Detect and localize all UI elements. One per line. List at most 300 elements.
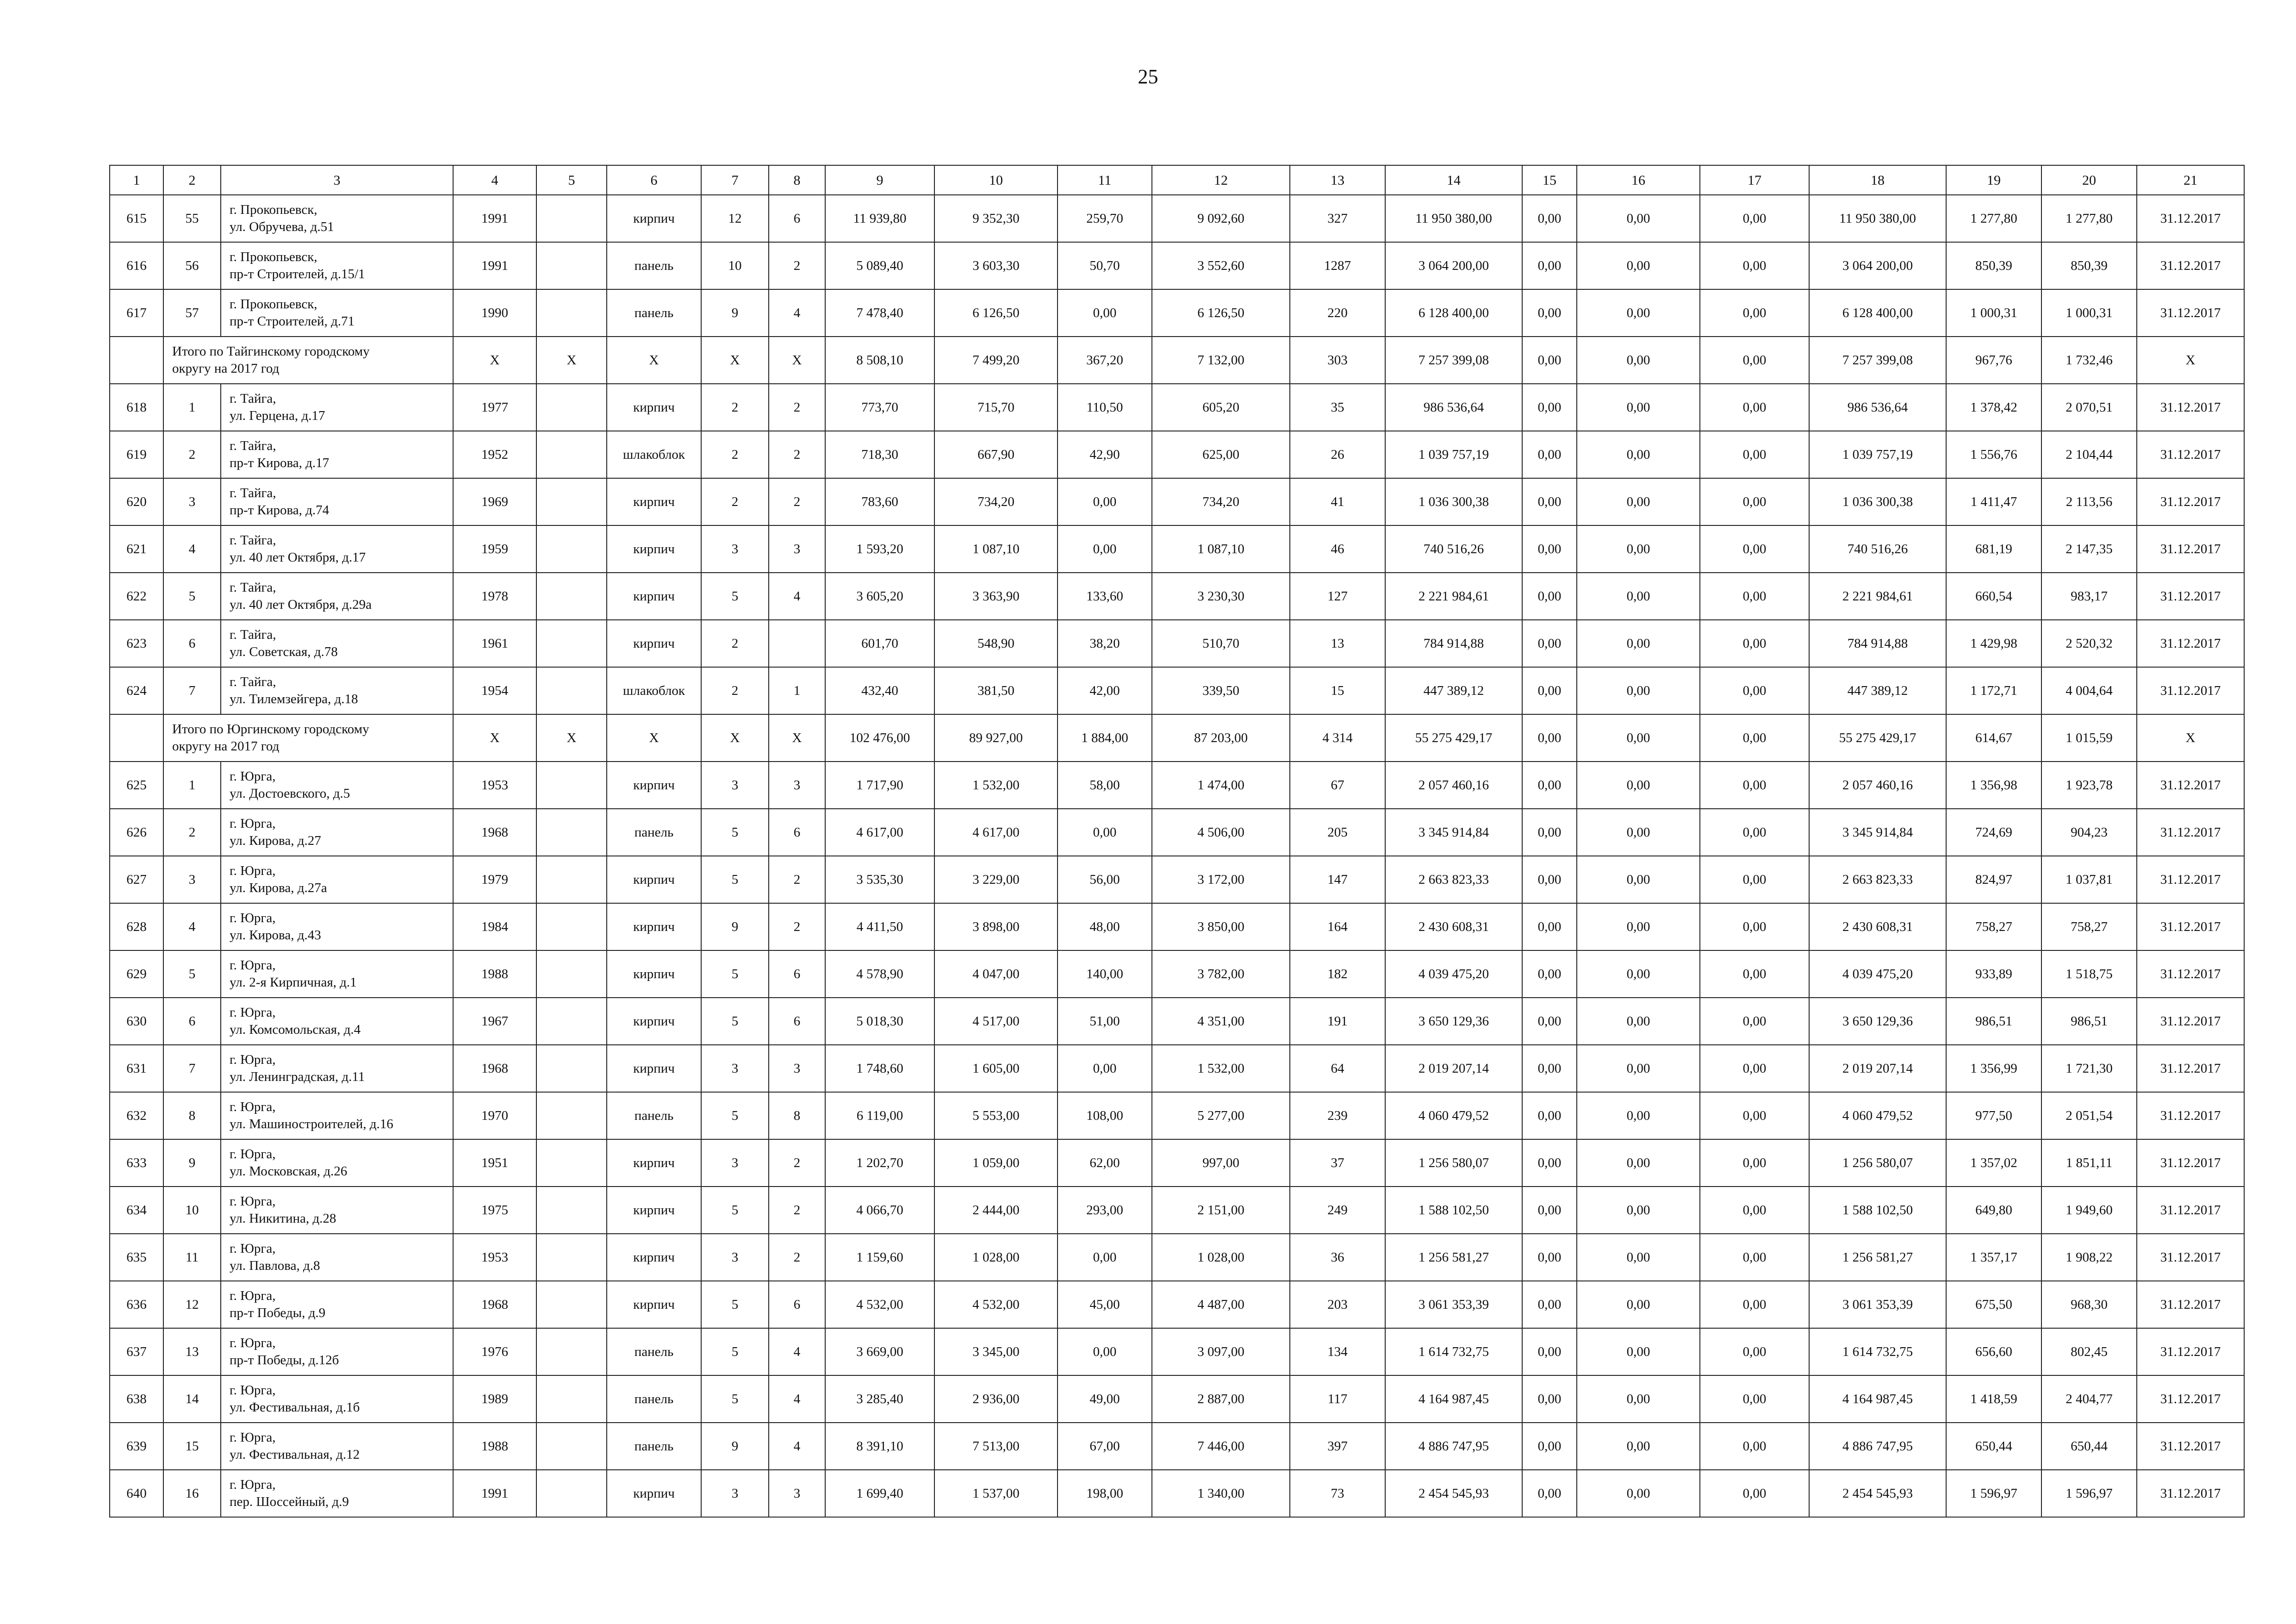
address-line-2: ул. Комсомольская, д.4 [230,1022,361,1037]
local-number: 55 [163,195,221,242]
address-line-1: г. Юрга, [230,1194,276,1209]
page-number: 25 [1138,65,1158,88]
cell-col-6: кирпич [607,1045,701,1092]
cell-col-18: 3 345 914,84 [1809,809,1946,856]
cell-col-20: 1 015,59 [2041,714,2137,762]
row-number: 619 [110,431,163,478]
cell-col-4: 1959 [453,525,536,573]
cell-col-10: 1 028,00 [934,1234,1058,1281]
cell-col-13: 249 [1290,1187,1385,1234]
row-number: 634 [110,1187,163,1234]
cell-col-7: Х [701,714,769,762]
cell-col-16: 0,00 [1577,525,1700,573]
cell-col-16: 0,00 [1577,1092,1700,1139]
cell-col-21: 31.12.2017 [2137,1187,2244,1234]
cell-col-12: 605,20 [1152,384,1290,431]
cell-col-8: 2 [769,431,825,478]
cell-col-6: панель [607,1375,701,1423]
cell-col-12: 6 126,50 [1152,289,1290,337]
cell-col-10: 1 059,00 [934,1139,1058,1187]
local-number: 5 [163,573,221,620]
cell-col-7: 2 [701,431,769,478]
cell-col-17: 0,00 [1700,1423,1809,1470]
cell-col-17: 0,00 [1700,242,1809,289]
cell-col-8: 3 [769,525,825,573]
row-number: 633 [110,1139,163,1187]
cell-col-18: 6 128 400,00 [1809,289,1946,337]
cell-col-21: 31.12.2017 [2137,478,2244,525]
cell-col-18: 2 663 823,33 [1809,856,1946,903]
local-number: 7 [163,1045,221,1092]
cell-col-7: 5 [701,1187,769,1234]
cell-col-18: 447 389,12 [1809,667,1946,714]
address-line-1: г. Юрга, [230,911,276,925]
cell-col-19: 758,27 [1946,903,2041,950]
table-row [110,478,2244,525]
cell-col-10: 1 537,00 [934,1470,1058,1517]
cell-col-11: 56,00 [1058,856,1152,903]
cell-col-4: Х [453,714,536,762]
cell-col-11: 49,00 [1058,1375,1152,1423]
address-cell [221,809,453,856]
cell-col-13: 15 [1290,667,1385,714]
cell-col-18: 7 257 399,08 [1809,337,1946,384]
cell-col-12: 1 028,00 [1152,1234,1290,1281]
subtotal-label-line-1: Итого по Юргинскому городскому [172,722,369,737]
cell-col-4: 1976 [453,1328,536,1375]
cell-col-14: 3 345 914,84 [1385,809,1522,856]
cell-col-14: 1 039 757,19 [1385,431,1522,478]
cell-col-14: 1 036 300,38 [1385,478,1522,525]
cell-col-20: 1 732,46 [2041,337,2137,384]
cell-col-11: 259,70 [1058,195,1152,242]
cell-col-20: 1 908,22 [2041,1234,2137,1281]
cell-col-17: 0,00 [1700,856,1809,903]
address-line-1: г. Тайга, [230,627,276,642]
table-row [110,1328,2244,1375]
address-cell [221,1045,453,1092]
address-line-2: пр-т Победы, д.12б [230,1353,339,1368]
cell-col-14: 4 164 987,45 [1385,1375,1522,1423]
cell-col-18: 2 019 207,14 [1809,1045,1946,1092]
cell-col-4: 1979 [453,856,536,903]
address-cell [221,1281,453,1328]
cell-col-8: 4 [769,289,825,337]
row-number: 639 [110,1423,163,1470]
cell-col-11: 198,00 [1058,1470,1152,1517]
cell-col-5: Х [536,337,607,384]
cell-col-4: 1969 [453,478,536,525]
cell-col-4: 1975 [453,1187,536,1234]
cell-col-17: 0,00 [1700,714,1809,762]
cell-col-11: 110,50 [1058,384,1152,431]
housing-register-table [109,165,2245,1518]
cell-col-13: 4 314 [1290,714,1385,762]
cell-col-18: 3 064 200,00 [1809,242,1946,289]
address-line-2: ул. Московская, д.26 [230,1164,348,1179]
cell-col-13: 1287 [1290,242,1385,289]
cell-col-5 [536,431,607,478]
table-row [110,1234,2244,1281]
cell-col-17: 0,00 [1700,1328,1809,1375]
address-cell [221,620,453,667]
cell-col-17: 0,00 [1700,1187,1809,1234]
cell-col-21: 31.12.2017 [2137,431,2244,478]
cell-col-11: 38,20 [1058,620,1152,667]
local-number: 3 [163,856,221,903]
cell-col-5 [536,242,607,289]
column-number-20: 20 [2041,165,2137,195]
cell-col-19: 1 356,99 [1946,1045,2041,1092]
cell-col-5: Х [536,714,607,762]
address-line-1: г. Прокопьевск, [230,297,317,312]
cell-col-14: 1 588 102,50 [1385,1187,1522,1234]
cell-col-14: 740 516,26 [1385,525,1522,573]
cell-col-11: 1 884,00 [1058,714,1152,762]
address-cell [221,1092,453,1139]
local-number: 2 [163,809,221,856]
cell-col-16: 0,00 [1577,1139,1700,1187]
cell-col-6: кирпич [607,903,701,950]
cell-col-15: 0,00 [1522,1423,1577,1470]
cell-col-11: 50,70 [1058,242,1152,289]
address-line-1: г. Тайга, [230,391,276,406]
cell-col-9: 5 089,40 [825,242,934,289]
table-row [110,1375,2244,1423]
table-row [110,195,2244,242]
cell-col-7: 5 [701,1281,769,1328]
cell-col-6: кирпич [607,1234,701,1281]
cell-col-21: 31.12.2017 [2137,1234,2244,1281]
cell-col-4: 1988 [453,1423,536,1470]
cell-col-4: 1970 [453,1092,536,1139]
cell-col-6: кирпич [607,1187,701,1234]
cell-col-15: 0,00 [1522,1328,1577,1375]
cell-col-18: 11 950 380,00 [1809,195,1946,242]
cell-col-16: 0,00 [1577,573,1700,620]
cell-col-20: 4 004,64 [2041,667,2137,714]
subtotal-label-line-2: округу на 2017 год [172,739,280,754]
cell-col-9: 773,70 [825,384,934,431]
cell-col-10: 6 126,50 [934,289,1058,337]
local-number: 5 [163,950,221,998]
cell-col-16: 0,00 [1577,950,1700,998]
cell-col-5 [536,1281,607,1328]
cell-col-6: кирпич [607,525,701,573]
cell-col-17: 0,00 [1700,998,1809,1045]
cell-col-6: кирпич [607,1281,701,1328]
cell-col-19: 1 411,47 [1946,478,2041,525]
cell-col-13: 127 [1290,573,1385,620]
row-number: 632 [110,1092,163,1139]
cell-col-8: 2 [769,1234,825,1281]
row-number: 617 [110,289,163,337]
column-number-3: 3 [221,165,453,195]
cell-col-20: 2 147,35 [2041,525,2137,573]
cell-col-16: 0,00 [1577,289,1700,337]
cell-col-17: 0,00 [1700,1045,1809,1092]
cell-col-13: 73 [1290,1470,1385,1517]
cell-col-15: 0,00 [1522,620,1577,667]
address-cell [221,478,453,525]
cell-col-8: 6 [769,998,825,1045]
cell-col-20: 850,39 [2041,242,2137,289]
address-line-2: ул. Фестивальная, д.1б [230,1400,360,1415]
cell-col-5 [536,478,607,525]
address-cell [221,1187,453,1234]
table-row [110,525,2244,573]
cell-col-7: 10 [701,242,769,289]
cell-col-10: 1 532,00 [934,762,1058,809]
cell-col-10: 4 617,00 [934,809,1058,856]
cell-col-15: 0,00 [1522,714,1577,762]
cell-col-5 [536,1045,607,1092]
cell-col-14: 1 614 732,75 [1385,1328,1522,1375]
row-number: 621 [110,525,163,573]
cell-col-12: 7 446,00 [1152,1423,1290,1470]
cell-col-7: 5 [701,1375,769,1423]
cell-col-8: 6 [769,1281,825,1328]
cell-col-17: 0,00 [1700,1375,1809,1423]
cell-col-19: 649,80 [1946,1187,2041,1234]
local-number: 1 [163,762,221,809]
cell-col-16: 0,00 [1577,242,1700,289]
row-number: 623 [110,620,163,667]
cell-col-14: 4 886 747,95 [1385,1423,1522,1470]
cell-col-18: 2 430 608,31 [1809,903,1946,950]
row-number: 615 [110,195,163,242]
cell-col-6: кирпич [607,1470,701,1517]
address-line-1: г. Юрга, [230,1099,276,1114]
cell-col-10: 1 087,10 [934,525,1058,573]
cell-col-5 [536,1423,607,1470]
address-cell [221,998,453,1045]
cell-col-21: 31.12.2017 [2137,903,2244,950]
cell-col-14: 986 536,64 [1385,384,1522,431]
cell-col-14: 3 064 200,00 [1385,242,1522,289]
address-line-1: г. Юрга, [230,1052,276,1067]
cell-col-4: 1954 [453,667,536,714]
cell-col-12: 2 151,00 [1152,1187,1290,1234]
cell-col-5 [536,195,607,242]
cell-col-6: панель [607,1328,701,1375]
cell-col-4: 1951 [453,1139,536,1187]
cell-col-13: 37 [1290,1139,1385,1187]
cell-col-13: 239 [1290,1092,1385,1139]
cell-col-4: 1991 [453,195,536,242]
cell-col-8: 2 [769,903,825,950]
cell-col-5 [536,809,607,856]
cell-col-8: 2 [769,856,825,903]
cell-col-13: 41 [1290,478,1385,525]
cell-col-19: 650,44 [1946,1423,2041,1470]
cell-col-12: 3 552,60 [1152,242,1290,289]
cell-col-15: 0,00 [1522,525,1577,573]
cell-col-21: 31.12.2017 [2137,384,2244,431]
cell-col-13: 164 [1290,903,1385,950]
local-number: 4 [163,525,221,573]
table-row [110,856,2244,903]
address-line-1: г. Юрга, [230,1147,276,1162]
column-number-15: 15 [1522,165,1577,195]
cell-col-21: 31.12.2017 [2137,195,2244,242]
cell-col-7: 3 [701,1045,769,1092]
table-row [110,384,2244,431]
cell-col-15: 0,00 [1522,431,1577,478]
cell-col-19: 986,51 [1946,998,2041,1045]
local-number: 12 [163,1281,221,1328]
cell-col-9: 718,30 [825,431,934,478]
cell-col-18: 1 256 580,07 [1809,1139,1946,1187]
cell-col-18: 740 516,26 [1809,525,1946,573]
cell-col-18: 3 650 129,36 [1809,998,1946,1045]
address-line-2: ул. Машиностроителей, д.16 [230,1117,393,1131]
cell-col-20: 1 923,78 [2041,762,2137,809]
cell-col-10: 2 444,00 [934,1187,1058,1234]
address-line-1: г. Юрга, [230,863,276,878]
address-line-2: ул. 40 лет Октября, д.17 [230,550,366,565]
cell-col-9: 4 578,90 [825,950,934,998]
cell-col-17: 0,00 [1700,762,1809,809]
cell-col-10: 548,90 [934,620,1058,667]
cell-col-6: панель [607,242,701,289]
cell-col-21: 31.12.2017 [2137,573,2244,620]
cell-col-5 [536,1375,607,1423]
cell-col-7: 9 [701,289,769,337]
cell-col-20: 1 596,97 [2041,1470,2137,1517]
cell-col-21: Х [2137,714,2244,762]
cell-col-21: 31.12.2017 [2137,620,2244,667]
cell-col-18: 4 039 475,20 [1809,950,1946,998]
cell-col-11: 0,00 [1058,809,1152,856]
cell-col-16: 0,00 [1577,1234,1700,1281]
cell-col-9: 8 391,10 [825,1423,934,1470]
cell-col-19: 1 357,02 [1946,1139,2041,1187]
cell-col-6: кирпич [607,620,701,667]
cell-col-17: 0,00 [1700,573,1809,620]
cell-col-12: 734,20 [1152,478,1290,525]
cell-col-16: 0,00 [1577,1187,1700,1234]
cell-col-10: 2 936,00 [934,1375,1058,1423]
row-number: 618 [110,384,163,431]
cell-col-5 [536,384,607,431]
cell-col-18: 2 454 545,93 [1809,1470,1946,1517]
cell-col-8: 2 [769,242,825,289]
cell-col-6: панель [607,289,701,337]
cell-col-6: шлакоблок [607,431,701,478]
cell-col-19: 977,50 [1946,1092,2041,1139]
cell-col-12: 3 172,00 [1152,856,1290,903]
cell-col-20: 2 104,44 [2041,431,2137,478]
cell-col-15: 0,00 [1522,384,1577,431]
local-number: 4 [163,903,221,950]
cell-col-20: 650,44 [2041,1423,2137,1470]
cell-col-9: 8 508,10 [825,337,934,384]
cell-col-7: 3 [701,1470,769,1517]
cell-col-8: 1 [769,667,825,714]
row-number: 626 [110,809,163,856]
cell-col-17: 0,00 [1700,384,1809,431]
cell-col-4: 1952 [453,431,536,478]
cell-col-12: 7 132,00 [1152,337,1290,384]
cell-col-14: 2 454 545,93 [1385,1470,1522,1517]
cell-col-20: 983,17 [2041,573,2137,620]
cell-col-20: 802,45 [2041,1328,2137,1375]
cell-col-14: 2 221 984,61 [1385,573,1522,620]
cell-col-6: кирпич [607,998,701,1045]
cell-col-18: 1 039 757,19 [1809,431,1946,478]
table-body [110,165,2244,1517]
cell-col-13: 191 [1290,998,1385,1045]
cell-col-12: 510,70 [1152,620,1290,667]
address-cell [221,1375,453,1423]
cell-col-15: 0,00 [1522,1139,1577,1187]
cell-col-21: 31.12.2017 [2137,1423,2244,1470]
cell-col-11: 51,00 [1058,998,1152,1045]
cell-col-7: 3 [701,1234,769,1281]
cell-col-15: 0,00 [1522,1375,1577,1423]
address-line-2: ул. Ленинградская, д.11 [230,1069,365,1084]
local-number: 8 [163,1092,221,1139]
cell-col-4: Х [453,337,536,384]
cell-col-11: 48,00 [1058,903,1152,950]
cell-col-10: 7 513,00 [934,1423,1058,1470]
cell-col-9: 1 699,40 [825,1470,934,1517]
local-number: 13 [163,1328,221,1375]
cell-col-16: 0,00 [1577,762,1700,809]
cell-col-13: 203 [1290,1281,1385,1328]
cell-col-21: 31.12.2017 [2137,950,2244,998]
cell-col-21: 31.12.2017 [2137,1045,2244,1092]
address-cell [221,856,453,903]
cell-col-20: 1 721,30 [2041,1045,2137,1092]
cell-col-20: 1 277,80 [2041,195,2137,242]
cell-col-14: 3 650 129,36 [1385,998,1522,1045]
address-line-2: ул. Обручева, д.51 [230,219,334,234]
cell-col-20: 2 113,56 [2041,478,2137,525]
cell-col-4: 1977 [453,384,536,431]
cell-col-9: 4 532,00 [825,1281,934,1328]
cell-col-13: 303 [1290,337,1385,384]
cell-col-15: 0,00 [1522,1234,1577,1281]
cell-col-9: 432,40 [825,667,934,714]
address-line-1: г. Юрга, [230,1241,276,1256]
cell-col-7: 12 [701,195,769,242]
address-line-2: ул. 40 лет Октября, д.29а [230,597,372,612]
cell-col-21: 31.12.2017 [2137,809,2244,856]
cell-col-16: 0,00 [1577,856,1700,903]
cell-col-15: 0,00 [1522,998,1577,1045]
cell-col-16: 0,00 [1577,478,1700,525]
cell-col-16: 0,00 [1577,1470,1700,1517]
cell-col-6: панель [607,809,701,856]
cell-col-5 [536,950,607,998]
cell-col-17: 0,00 [1700,1234,1809,1281]
cell-col-10: 5 553,00 [934,1092,1058,1139]
column-number-21: 21 [2137,165,2244,195]
cell-col-13: 134 [1290,1328,1385,1375]
cell-col-11: 0,00 [1058,478,1152,525]
cell-col-13: 205 [1290,809,1385,856]
cell-col-15: 0,00 [1522,1045,1577,1092]
cell-col-21: 31.12.2017 [2137,1139,2244,1187]
cell-col-12: 4 506,00 [1152,809,1290,856]
cell-col-13: 26 [1290,431,1385,478]
address-line-2: пр-т Строителей, д.71 [230,314,355,329]
table-row [110,1092,2244,1139]
cell-col-17: 0,00 [1700,525,1809,573]
cell-col-19: 1 277,80 [1946,195,2041,242]
